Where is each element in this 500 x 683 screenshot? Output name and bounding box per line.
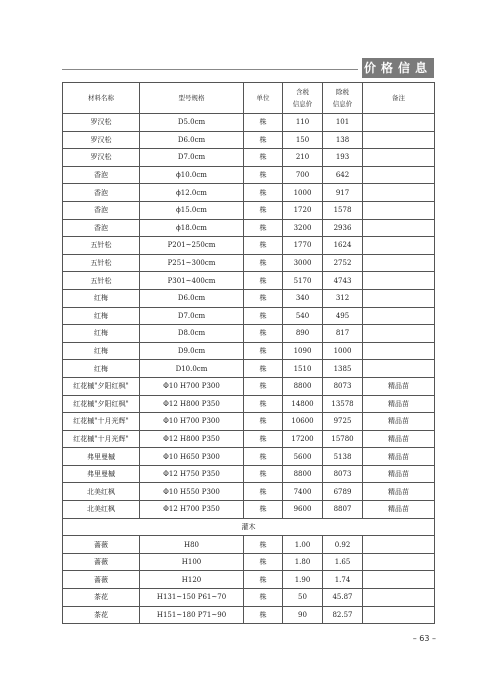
header-rule [62, 69, 358, 70]
cell-name: 五针松 [63, 272, 140, 290]
cell-spec: Φ12 H700 P350 [140, 501, 244, 519]
cell-price-tax-exclusive: 15780 [323, 430, 363, 448]
cell-spec: ϕ18.0cm [140, 219, 244, 237]
table-row [63, 395, 435, 413]
table-header-row [63, 83, 435, 114]
table-row [63, 184, 435, 202]
cell-price-tax-exclusive: 45.87 [323, 589, 363, 607]
cell-note [363, 536, 435, 554]
cell-name: 弗里曼槭 [63, 448, 140, 466]
cell-price-tax-exclusive: 13578 [323, 395, 363, 413]
cell-price-tax-inclusive: 14800 [283, 395, 323, 413]
cell-unit: 株 [244, 465, 283, 483]
cell-note: 精品苗 [363, 501, 435, 519]
cell-note [363, 325, 435, 343]
cell-price-tax-inclusive: 1.90 [283, 571, 323, 589]
cell-spec: P201~250cm [140, 237, 244, 255]
cell-price-tax-exclusive: 8807 [323, 501, 363, 519]
cell-name: 茶花 [63, 589, 140, 607]
cell-price-tax-inclusive: 540 [283, 307, 323, 325]
cell-note: 精品苗 [363, 465, 435, 483]
cell-name: 蔷薇 [63, 536, 140, 554]
cell-price-tax-inclusive: 3200 [283, 219, 323, 237]
cell-name: 北美红枫 [63, 501, 140, 519]
cell-price-tax-exclusive: 1.74 [323, 571, 363, 589]
table-row [63, 413, 435, 431]
col-header-tax-inclusive-line2: 信息价 [292, 100, 313, 108]
cell-spec: H131~150 P61~70 [140, 589, 244, 607]
cell-price-tax-exclusive: 8073 [323, 377, 363, 395]
cell-unit: 株 [244, 430, 283, 448]
cell-price-tax-inclusive: 50 [283, 589, 323, 607]
cell-name: 香泡 [63, 166, 140, 184]
table-row [63, 448, 435, 466]
price-table [62, 82, 435, 624]
cell-unit: 株 [244, 483, 283, 501]
cell-name: 红梅 [63, 307, 140, 325]
table-body-shrubs [63, 536, 435, 624]
cell-price-tax-inclusive: 10600 [283, 413, 323, 431]
cell-note: 精品苗 [363, 413, 435, 431]
cell-price-tax-exclusive: 138 [323, 131, 363, 149]
cell-spec: Φ10 H700 P300 [140, 413, 244, 431]
cell-price-tax-inclusive: 5600 [283, 448, 323, 466]
cell-price-tax-exclusive: 101 [323, 114, 363, 132]
cell-unit: 株 [244, 289, 283, 307]
cell-note [363, 184, 435, 202]
cell-name: 五针松 [63, 254, 140, 272]
cell-unit: 株 [244, 201, 283, 219]
cell-name: 五针松 [63, 237, 140, 255]
cell-unit: 株 [244, 553, 283, 571]
cell-name: 蔷薇 [63, 571, 140, 589]
cell-note [363, 342, 435, 360]
cell-note [363, 360, 435, 378]
table-body-trees [63, 114, 435, 519]
cell-name: 红梅 [63, 325, 140, 343]
section-row [63, 518, 435, 536]
cell-price-tax-inclusive: 700 [283, 166, 323, 184]
cell-note [363, 166, 435, 184]
cell-note: 精品苗 [363, 377, 435, 395]
cell-unit: 株 [244, 413, 283, 431]
cell-name: 红梅 [63, 289, 140, 307]
cell-name: 罗汉松 [63, 149, 140, 167]
cell-note: 精品苗 [363, 430, 435, 448]
col-header-note: 备注 [363, 83, 435, 114]
table-row [63, 483, 435, 501]
cell-note [363, 272, 435, 290]
cell-spec: P251~300cm [140, 254, 244, 272]
cell-price-tax-inclusive: 1720 [283, 201, 323, 219]
cell-unit: 株 [244, 377, 283, 395]
table-row [63, 149, 435, 167]
cell-name: 茶花 [63, 606, 140, 624]
cell-price-tax-exclusive: 2752 [323, 254, 363, 272]
cell-note [363, 307, 435, 325]
col-header-unit: 单位 [244, 83, 283, 114]
cell-unit: 株 [244, 237, 283, 255]
cell-price-tax-inclusive: 210 [283, 149, 323, 167]
cell-price-tax-exclusive: 4743 [323, 272, 363, 290]
cell-name: 红梅 [63, 342, 140, 360]
table-row [63, 237, 435, 255]
cell-price-tax-inclusive: 1.80 [283, 553, 323, 571]
cell-spec: Φ12 H800 P350 [140, 430, 244, 448]
cell-spec: D8.0cm [140, 325, 244, 343]
table-row [63, 465, 435, 483]
cell-note [363, 237, 435, 255]
cell-name: 蔷薇 [63, 553, 140, 571]
cell-name: 红花槭"十月光辉" [63, 430, 140, 448]
cell-price-tax-inclusive: 8800 [283, 377, 323, 395]
cell-unit: 株 [244, 448, 283, 466]
cell-name: 弗里曼槭 [63, 465, 140, 483]
cell-price-tax-exclusive: 0.92 [323, 536, 363, 554]
cell-price-tax-inclusive: 9600 [283, 501, 323, 519]
cell-unit: 株 [244, 360, 283, 378]
cell-unit: 株 [244, 589, 283, 607]
cell-price-tax-inclusive: 1510 [283, 360, 323, 378]
table-row [63, 219, 435, 237]
col-header-name: 材料名称 [63, 83, 140, 114]
cell-spec: Φ10 H700 P300 [140, 377, 244, 395]
cell-spec: D7.0cm [140, 149, 244, 167]
cell-price-tax-exclusive: 193 [323, 149, 363, 167]
cell-price-tax-inclusive: 1000 [283, 184, 323, 202]
cell-price-tax-inclusive: 8800 [283, 465, 323, 483]
cell-unit: 株 [244, 342, 283, 360]
cell-name: 红梅 [63, 360, 140, 378]
table-row [63, 307, 435, 325]
table-row [63, 589, 435, 607]
table-row [63, 360, 435, 378]
cell-note [363, 114, 435, 132]
cell-price-tax-exclusive: 495 [323, 307, 363, 325]
cell-spec: D10.0cm [140, 360, 244, 378]
cell-price-tax-exclusive: 1385 [323, 360, 363, 378]
cell-spec: H80 [140, 536, 244, 554]
cell-note [363, 149, 435, 167]
cell-price-tax-inclusive: 7400 [283, 483, 323, 501]
col-header-tax-exclusive [323, 83, 363, 114]
cell-spec: D5.0cm [140, 114, 244, 132]
cell-price-tax-exclusive: 1000 [323, 342, 363, 360]
cell-price-tax-exclusive: 1578 [323, 201, 363, 219]
cell-price-tax-inclusive: 1090 [283, 342, 323, 360]
col-header-spec: 型号规格 [140, 83, 244, 114]
section-banner: 价格信息 [362, 58, 434, 78]
cell-note [363, 571, 435, 589]
cell-spec: Φ12 H750 P350 [140, 465, 244, 483]
cell-unit: 株 [244, 501, 283, 519]
cell-price-tax-exclusive: 82.57 [323, 606, 363, 624]
cell-price-tax-exclusive: 817 [323, 325, 363, 343]
page-number: – 63 – [412, 634, 436, 643]
cell-price-tax-inclusive: 90 [283, 606, 323, 624]
table-row [63, 131, 435, 149]
cell-price-tax-inclusive: 110 [283, 114, 323, 132]
cell-price-tax-inclusive: 890 [283, 325, 323, 343]
cell-price-tax-exclusive: 8073 [323, 465, 363, 483]
cell-note: 精品苗 [363, 448, 435, 466]
cell-name: 红花槭"夕阳红枫" [63, 395, 140, 413]
cell-price-tax-exclusive: 6789 [323, 483, 363, 501]
cell-note [363, 589, 435, 607]
table-row [63, 201, 435, 219]
cell-spec: H100 [140, 553, 244, 571]
col-header-tax-inclusive [283, 83, 323, 114]
cell-name: 北美红枫 [63, 483, 140, 501]
cell-name: 香泡 [63, 219, 140, 237]
cell-spec: ϕ12.0cm [140, 184, 244, 202]
cell-name: 香泡 [63, 184, 140, 202]
cell-unit: 株 [244, 395, 283, 413]
cell-price-tax-exclusive: 5138 [323, 448, 363, 466]
table-row [63, 254, 435, 272]
cell-price-tax-inclusive: 17200 [283, 430, 323, 448]
cell-price-tax-exclusive: 9725 [323, 413, 363, 431]
cell-unit: 株 [244, 272, 283, 290]
cell-unit: 株 [244, 114, 283, 132]
cell-spec: D6.0cm [140, 289, 244, 307]
col-header-tax-exclusive-line2: 信息价 [332, 100, 353, 108]
cell-spec: ϕ10.0cm [140, 166, 244, 184]
cell-price-tax-inclusive: 1.00 [283, 536, 323, 554]
cell-note [363, 553, 435, 571]
table-row [63, 325, 435, 343]
cell-spec: ϕ15.0cm [140, 201, 244, 219]
table-row [63, 571, 435, 589]
cell-spec: Φ10 H650 P300 [140, 448, 244, 466]
cell-spec: P301~400cm [140, 272, 244, 290]
table-row [63, 114, 435, 132]
cell-note: 精品苗 [363, 483, 435, 501]
cell-unit: 株 [244, 307, 283, 325]
table-row [63, 342, 435, 360]
cell-spec: D9.0cm [140, 342, 244, 360]
col-header-tax-exclusive-line1: 除税 [336, 88, 349, 96]
cell-price-tax-exclusive: 2936 [323, 219, 363, 237]
cell-name: 红花槭"十月光辉" [63, 413, 140, 431]
cell-price-tax-exclusive: 917 [323, 184, 363, 202]
cell-name: 红花槭"夕阳红枫" [63, 377, 140, 395]
table-row [63, 553, 435, 571]
cell-note [363, 289, 435, 307]
table-row [63, 430, 435, 448]
cell-unit: 株 [244, 571, 283, 589]
cell-spec: Φ12 H800 P350 [140, 395, 244, 413]
table-row [63, 536, 435, 554]
table-row [63, 272, 435, 290]
col-header-tax-inclusive-line1: 含税 [296, 88, 309, 96]
cell-price-tax-inclusive: 3000 [283, 254, 323, 272]
cell-unit: 株 [244, 536, 283, 554]
table-row [63, 289, 435, 307]
cell-note [363, 254, 435, 272]
cell-price-tax-inclusive: 1770 [283, 237, 323, 255]
cell-note [363, 131, 435, 149]
table-row [63, 606, 435, 624]
cell-spec: D6.0cm [140, 131, 244, 149]
cell-unit: 株 [244, 131, 283, 149]
cell-note: 精品苗 [363, 395, 435, 413]
cell-name: 罗汉松 [63, 131, 140, 149]
table-section-shrubs [63, 518, 435, 536]
cell-price-tax-exclusive: 312 [323, 289, 363, 307]
cell-price-tax-exclusive: 642 [323, 166, 363, 184]
cell-unit: 株 [244, 254, 283, 272]
cell-price-tax-exclusive: 1.65 [323, 553, 363, 571]
cell-name: 罗汉松 [63, 114, 140, 132]
cell-unit: 株 [244, 606, 283, 624]
section-label: 灌木 [63, 518, 435, 536]
table-row [63, 377, 435, 395]
cell-unit: 株 [244, 184, 283, 202]
cell-price-tax-inclusive: 150 [283, 131, 323, 149]
cell-note [363, 201, 435, 219]
cell-name: 香泡 [63, 201, 140, 219]
table-row [63, 501, 435, 519]
cell-unit: 株 [244, 166, 283, 184]
cell-price-tax-exclusive: 1624 [323, 237, 363, 255]
cell-unit: 株 [244, 149, 283, 167]
cell-price-tax-inclusive: 5170 [283, 272, 323, 290]
cell-unit: 株 [244, 219, 283, 237]
cell-spec: Φ10 H550 P300 [140, 483, 244, 501]
cell-spec: H151~180 P71~90 [140, 606, 244, 624]
cell-spec: D7.0cm [140, 307, 244, 325]
cell-unit: 株 [244, 325, 283, 343]
cell-spec: H120 [140, 571, 244, 589]
cell-note [363, 606, 435, 624]
cell-price-tax-inclusive: 340 [283, 289, 323, 307]
table-row [63, 166, 435, 184]
cell-note [363, 219, 435, 237]
